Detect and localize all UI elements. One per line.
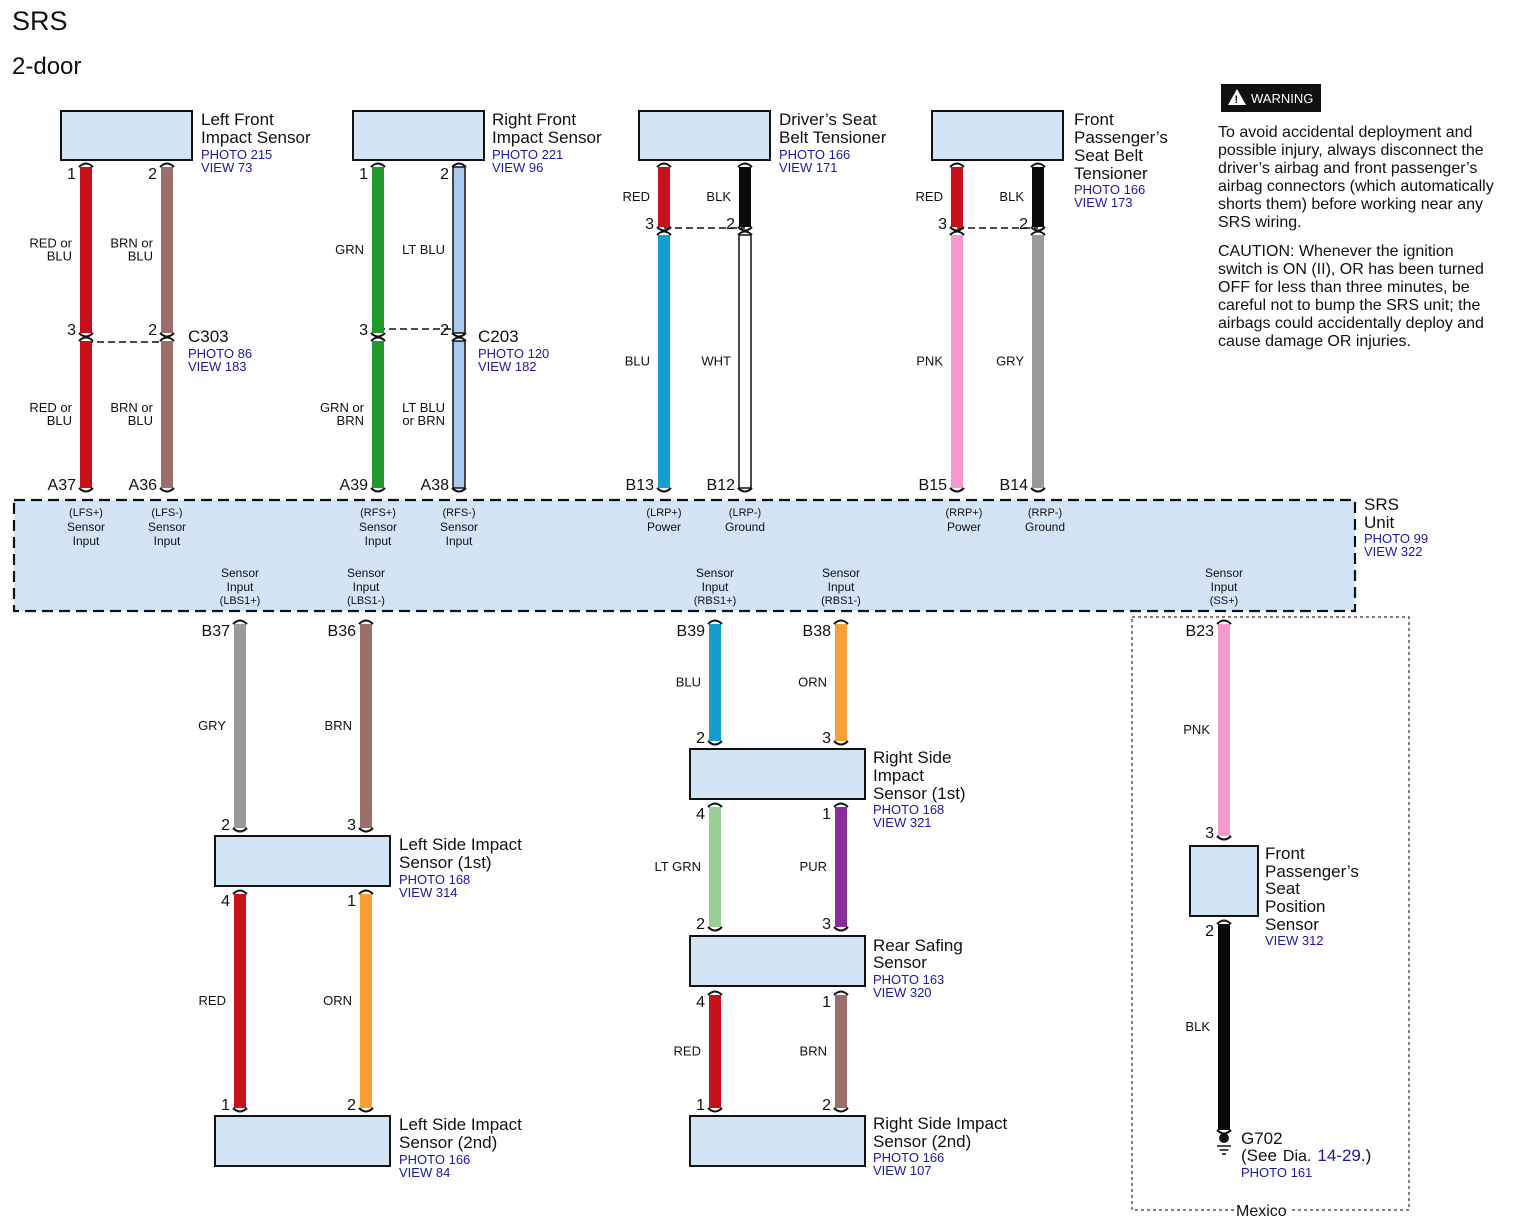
wire-color-label: LT GRN <box>654 859 701 874</box>
wire-color-label: PNK <box>1183 722 1210 737</box>
srs-unit-name-1: SRS <box>1364 495 1399 514</box>
caution-text-4: careful not to bump the SRS unit; the <box>1218 297 1481 314</box>
terminal-code: (RFS-) <box>442 507 476 519</box>
terminal-function: Sensor <box>695 566 735 580</box>
srs-unit-view: VIEW 322 <box>1364 544 1423 559</box>
wire-color-label: RED <box>198 993 226 1008</box>
pin-number: B38 <box>802 623 831 640</box>
pin-cap <box>657 164 671 168</box>
pin-cap <box>160 488 174 492</box>
wire-color-label: BRN or <box>110 400 153 415</box>
ls2-name-1: Left Side Impact <box>399 1115 522 1134</box>
wire-color-label: RED or <box>29 400 72 415</box>
pin-number: B23 <box>1185 623 1214 640</box>
rs2-name-2: Sensor (2nd) <box>873 1132 972 1151</box>
srs-terminal-label <box>148 507 186 548</box>
wire <box>320 341 378 494</box>
pin-number: 1 <box>696 1097 705 1114</box>
seat-position-sensor-box <box>1190 846 1258 916</box>
pin-cap <box>371 333 385 337</box>
srs-unit-photo: PHOTO 99 <box>1364 531 1429 546</box>
pin-cap <box>359 891 373 895</box>
c203-id: C203 <box>478 327 519 346</box>
pin-cap <box>708 804 722 808</box>
pin-number: A36 <box>128 477 157 494</box>
terminal-code: (RRP-) <box>1027 507 1063 519</box>
terminal-function: Input <box>827 580 855 594</box>
wire-color-label: RED <box>915 189 943 204</box>
pin-cap <box>359 1108 373 1112</box>
terminal-code: (LFS+) <box>69 507 103 519</box>
pin-number: 1 <box>347 893 356 910</box>
wire-color-label: PUR <box>799 859 827 874</box>
wire-color-label: GRN or <box>319 400 364 415</box>
ls2-photo: PHOTO 166 <box>399 1152 471 1167</box>
pin-number: 2 <box>440 166 449 183</box>
pin-number: 3 <box>938 216 947 233</box>
pin-cap <box>1031 164 1045 168</box>
terminal-function: Sensor <box>66 520 106 534</box>
pin-cap <box>371 164 385 168</box>
pin-cap <box>233 1108 247 1112</box>
pin-number: 2 <box>347 1097 356 1114</box>
svg-text:!: ! <box>1234 94 1239 106</box>
wire-color-label: BRN <box>799 1043 827 1059</box>
wire <box>625 235 664 494</box>
pin-cap <box>708 927 722 931</box>
rs2-photo: PHOTO 166 <box>873 1150 945 1165</box>
passenger-seat-belt-tensioner-box <box>932 111 1063 160</box>
wire <box>198 623 240 834</box>
terminal-function: Sensor <box>439 520 479 534</box>
pin-cap <box>79 338 93 342</box>
wire-color-label: LT BLU <box>402 400 445 415</box>
pass-tensioner-photo: PHOTO 166 <box>1074 182 1146 197</box>
right-front-impact-sensor-box <box>353 111 484 160</box>
page-subtitle: 2-door <box>12 53 82 80</box>
wire <box>1185 923 1224 1130</box>
pin-cap <box>738 164 752 168</box>
wire <box>999 167 1038 233</box>
wire <box>29 341 86 494</box>
warning-text-5: shorts them) before working near any <box>1218 196 1484 213</box>
wire-color-label: BLK <box>1185 1019 1210 1034</box>
ls1-name-1: Left Side Impact <box>399 835 522 854</box>
ground-photo: PHOTO 161 <box>1241 1165 1313 1180</box>
pin-cap <box>834 992 848 996</box>
terminal-function: Sensor <box>147 520 187 534</box>
pin-number: 4 <box>696 806 705 823</box>
wire <box>655 806 715 933</box>
pass-tensioner-view: VIEW 173 <box>1074 195 1133 210</box>
pin-number: 2 <box>696 916 705 933</box>
rs1-photo: PHOTO 168 <box>873 802 945 817</box>
pin-cap <box>79 164 93 168</box>
pin-number: 1 <box>67 166 76 183</box>
terminal-function: Input <box>226 580 254 594</box>
wire <box>199 893 240 1114</box>
terminal-function: Input <box>1210 580 1238 594</box>
rs1-view: VIEW 321 <box>873 815 932 830</box>
wire-color-label: LT BLU <box>402 242 445 257</box>
wire-color-label: GRN <box>335 242 364 257</box>
pin-cap <box>233 621 247 625</box>
rf-sensor-name-2: Impact Sensor <box>492 128 602 147</box>
ls1-name-2: Sensor (1st) <box>399 853 492 872</box>
pin-number: 4 <box>221 893 230 910</box>
wires-layer <box>29 164 1231 1134</box>
pin-number: 2 <box>148 322 157 339</box>
pin-cap <box>1217 621 1231 625</box>
ground-see-prefix: (See <box>1241 1146 1277 1165</box>
pin-cap <box>950 232 964 236</box>
seat-pos-name-5: Sensor <box>1265 915 1319 934</box>
seat-pos-view: VIEW 312 <box>1265 933 1324 948</box>
terminal-code: (RBS1-) <box>821 595 861 607</box>
seat-pos-name-2: Passenger’s <box>1265 862 1359 881</box>
terminal-code: (LFS-) <box>151 507 183 519</box>
left-front-impact-sensor-box <box>61 111 192 160</box>
pin-number: 2 <box>1019 216 1028 233</box>
pin-number: 2 <box>726 216 735 233</box>
pin-cap <box>359 828 373 832</box>
pin-number: 4 <box>696 994 705 1011</box>
pin-number: 3 <box>359 322 368 339</box>
rsafe-name-1: Rear Safing <box>873 936 963 955</box>
pin-cap <box>79 333 93 337</box>
wire-color-label: ORN <box>798 674 827 690</box>
wire-segment <box>739 235 751 488</box>
pin-cap <box>1031 488 1045 492</box>
wire <box>674 994 715 1114</box>
right-side-impact-sensor-2nd-box <box>690 1116 865 1166</box>
mexico-region-label: Mexico <box>1236 1203 1287 1220</box>
pin-cap <box>1031 232 1045 236</box>
pass-tensioner-name-2: Passenger’s <box>1074 128 1168 147</box>
rf-sensor-name-1: Right Front <box>492 110 577 129</box>
wire-color-label: PNK <box>916 353 943 369</box>
pin-cap <box>950 164 964 168</box>
pin-number: B37 <box>201 623 230 640</box>
ls1-view: VIEW 314 <box>399 885 458 900</box>
wire <box>800 806 841 933</box>
pin-number: 2 <box>822 1097 831 1114</box>
pin-number: 2 <box>696 730 705 747</box>
driver-seat-belt-tensioner-box <box>639 111 770 160</box>
pass-tensioner-name-4: Tensioner <box>1074 164 1148 183</box>
ground-see-suffix: .) <box>1360 1146 1372 1165</box>
pin-number: A38 <box>420 477 449 494</box>
wire-color-label: BLU <box>127 413 153 428</box>
lf-sensor-name-1: Left Front <box>201 110 274 129</box>
ground-see <box>1241 1146 1371 1165</box>
wire <box>29 166 86 339</box>
pin-cap <box>1217 921 1231 925</box>
terminal-function: Power <box>646 520 682 534</box>
pin-cap <box>834 927 848 931</box>
pin-cap <box>233 828 247 832</box>
pin-cap <box>233 891 247 895</box>
terminal-function: Input <box>701 580 729 594</box>
wire <box>916 235 957 494</box>
caution-text-2: switch is ON (II), OR has been turned <box>1218 261 1484 278</box>
pin-cap <box>834 1108 848 1112</box>
pin-number: 1 <box>822 994 831 1011</box>
c203-view: VIEW 182 <box>478 359 537 374</box>
pin-cap <box>160 338 174 342</box>
terminal-code: (LRP-) <box>728 507 762 519</box>
pass-tensioner-name-3: Seat Belt <box>1074 146 1143 165</box>
wire <box>402 341 465 494</box>
rs2-view: VIEW 107 <box>873 1163 932 1178</box>
pin-number: A37 <box>47 477 76 494</box>
ls2-view: VIEW 84 <box>399 1165 451 1180</box>
wire-segment <box>453 341 465 488</box>
wire-color-label: BLU <box>46 248 72 264</box>
wire-color-label: ORN <box>323 993 352 1008</box>
terminal-function: Ground <box>724 520 766 534</box>
pin-cap <box>371 338 385 342</box>
wire <box>676 623 715 747</box>
wire <box>701 235 751 494</box>
seat-pos-name-4: Position <box>1265 897 1326 916</box>
pin-cap <box>708 741 722 745</box>
wire <box>1183 623 1224 842</box>
srs-terminal-label <box>646 507 681 534</box>
terminal-function: Input <box>72 534 100 548</box>
pin-cap <box>834 804 848 808</box>
right-side-impact-sensor-1st-box <box>690 749 865 799</box>
pin-cap <box>160 333 174 337</box>
wire <box>996 235 1038 494</box>
ground-id: G702 <box>1241 1129 1283 1148</box>
terminal-code: (LRP+) <box>646 507 682 519</box>
terminal-code: (RFS+) <box>360 507 396 519</box>
ls1-photo: PHOTO 168 <box>399 872 471 887</box>
wire <box>706 167 745 233</box>
rf-sensor-view: VIEW 96 <box>492 160 544 175</box>
drv-tensioner-view: VIEW 171 <box>779 160 838 175</box>
pin-cap <box>657 232 671 236</box>
terminal-code: (LBS1-) <box>347 595 385 607</box>
pin-cap <box>371 488 385 492</box>
pin-number: 1 <box>359 166 368 183</box>
pin-cap <box>657 488 671 492</box>
wire-color-label: RED or <box>29 235 72 251</box>
wire <box>110 166 167 339</box>
left-side-impact-sensor-2nd-box <box>215 1116 390 1166</box>
pin-number: 1 <box>822 806 831 823</box>
rs1-name-2: Impact <box>873 766 925 785</box>
pin-number: B14 <box>999 477 1028 494</box>
rs2-name-1: Right Side Impact <box>873 1114 1008 1133</box>
caution-text-6: cause damage OR injuries. <box>1218 333 1411 350</box>
srs-terminal-label <box>347 566 385 607</box>
ground-see-dia: Dia. <box>1282 1148 1312 1165</box>
srs-terminal-label <box>946 507 983 534</box>
pin-number: B36 <box>327 623 356 640</box>
pin-number: A39 <box>339 477 368 494</box>
terminal-code: (RRP+) <box>945 507 983 519</box>
rsafe-name-2: Sensor <box>873 953 927 972</box>
wire-color-label: BLU <box>46 413 72 428</box>
ground-symbol-icon <box>1217 1133 1231 1154</box>
drv-tensioner-photo: PHOTO 166 <box>779 147 851 162</box>
warning-text-6: SRS wiring. <box>1218 214 1302 231</box>
srs-unit-name-2: Unit <box>1364 513 1395 532</box>
terminal-code: (LBS1+) <box>219 595 261 607</box>
srs-terminal-label <box>359 507 397 548</box>
terminal-function: Sensor <box>220 566 260 580</box>
lf-sensor-photo: PHOTO 215 <box>201 147 273 162</box>
lf-sensor-view: VIEW 73 <box>201 160 253 175</box>
terminal-code: (RBS1+) <box>693 595 737 607</box>
pin-cap <box>708 992 722 996</box>
wire-color-label: RED <box>622 189 650 204</box>
ls2-name-2: Sensor (2nd) <box>399 1133 498 1152</box>
wire-color-label: GRY <box>996 353 1024 369</box>
terminal-function: Sensor <box>1204 566 1244 580</box>
pin-number: B12 <box>706 477 735 494</box>
pin-number: 2 <box>440 322 449 339</box>
pass-tensioner-name-1: Front <box>1074 110 1114 129</box>
ground-see-ref: 14-29 <box>1317 1146 1361 1165</box>
wire <box>916 167 957 233</box>
pin-cap <box>359 621 373 625</box>
caution-text-5: airbags could accidentally deploy and <box>1218 315 1484 332</box>
seat-pos-name-3: Seat <box>1265 879 1300 898</box>
rs1-name-3: Sensor (1st) <box>873 784 966 803</box>
pin-cap <box>708 621 722 625</box>
wire-color-label: BRN or <box>110 235 153 251</box>
warning-text-1: To avoid accidental deployment and <box>1218 124 1473 141</box>
pin-cap <box>160 164 174 168</box>
pin-number: 3 <box>347 817 356 834</box>
terminal-function: Input <box>445 534 473 548</box>
c203-photo: PHOTO 120 <box>478 346 550 361</box>
drv-tensioner-name-2: Belt Tensioner <box>779 128 887 147</box>
c303-view: VIEW 183 <box>188 359 247 374</box>
warning-text-4: airbag connectors (which automatically <box>1218 178 1494 195</box>
pin-cap <box>1217 1130 1231 1134</box>
wire <box>110 341 167 494</box>
wire <box>623 167 664 233</box>
pin-number: 3 <box>67 322 76 339</box>
pin-number: 2 <box>1205 923 1214 940</box>
wire-color-label: RED <box>673 1043 701 1059</box>
srs-terminal-label <box>67 507 105 548</box>
terminal-function: Sensor <box>358 520 398 534</box>
terminal-function: Sensor <box>821 566 861 580</box>
wire <box>323 893 366 1114</box>
wire <box>800 994 841 1114</box>
wire-color-label: BLU <box>127 248 153 264</box>
srs-terminal-label <box>1205 566 1243 607</box>
pin-number: 3 <box>645 216 654 233</box>
terminal-function: Power <box>946 520 982 534</box>
rf-sensor-photo: PHOTO 221 <box>492 147 564 162</box>
page-title: SRS <box>12 6 68 36</box>
wire-color-label: BLU <box>675 674 701 690</box>
wire <box>335 166 378 339</box>
lf-sensor-name-2: Impact Sensor <box>201 128 311 147</box>
wire-color-label: or BRN <box>402 413 445 428</box>
wire <box>325 623 366 834</box>
pin-number: 3 <box>822 730 831 747</box>
pin-number: B13 <box>625 477 654 494</box>
wire-color-label: BLK <box>999 189 1024 204</box>
rs1-name-1: Right Side <box>873 748 952 767</box>
srs-terminal-label <box>440 507 478 548</box>
pin-number: 3 <box>1205 825 1214 842</box>
seat-pos-name-1: Front <box>1265 844 1305 863</box>
drv-tensioner-name-1: Driver’s Seat <box>779 110 877 129</box>
srs-terminal-label <box>1025 507 1065 534</box>
terminal-code: (SS+) <box>1209 595 1239 607</box>
terminal-function: Input <box>364 534 392 548</box>
terminal-function: Input <box>352 580 380 594</box>
terminal-function: Ground <box>1024 520 1066 534</box>
c303-id: C303 <box>188 327 229 346</box>
wire-color-label: BRN <box>336 413 364 428</box>
pin-number: 3 <box>822 916 831 933</box>
pin-cap <box>1217 836 1231 840</box>
left-side-impact-sensor-1st-box <box>215 836 390 886</box>
wire-color-label: WHT <box>701 353 731 369</box>
pin-number: B39 <box>676 623 705 640</box>
warning-text-3: driver’s airbag and front passenger’s <box>1218 160 1478 177</box>
pin-cap <box>834 741 848 745</box>
pin-number: 2 <box>148 166 157 183</box>
pin-number: 1 <box>221 1097 230 1114</box>
rear-safing-sensor-box <box>690 936 865 986</box>
pin-cap <box>708 1108 722 1112</box>
srs-terminal-label <box>725 507 765 534</box>
terminal-function: Input <box>153 534 181 548</box>
wire-color-label: BLU <box>624 353 650 369</box>
c303-photo: PHOTO 86 <box>188 346 253 361</box>
warning-block <box>1218 84 1494 350</box>
wire <box>402 166 465 339</box>
wire-color-label: GRY <box>198 718 226 733</box>
caution-text-3: OFF for less than three minutes, be <box>1218 279 1470 296</box>
pin-cap <box>79 488 93 492</box>
srs-unit-box <box>14 500 1355 611</box>
wire-segment <box>453 167 465 333</box>
pin-cap <box>834 621 848 625</box>
pin-number: B15 <box>918 477 947 494</box>
rsafe-photo: PHOTO 163 <box>873 972 945 987</box>
rsafe-view: VIEW 320 <box>873 985 932 1000</box>
wire-color-label: BLK <box>706 189 731 204</box>
terminal-function: Sensor <box>346 566 386 580</box>
wire-color-label: BRN <box>324 718 352 733</box>
pin-cap <box>950 488 964 492</box>
warning-badge-label: WARNING <box>1251 91 1314 106</box>
pin-number: 2 <box>221 817 230 834</box>
wire <box>798 623 841 747</box>
caution-text-1: CAUTION: Whenever the ignition <box>1218 243 1454 260</box>
warning-text-2: possible injury, always disconnect the <box>1218 142 1484 159</box>
